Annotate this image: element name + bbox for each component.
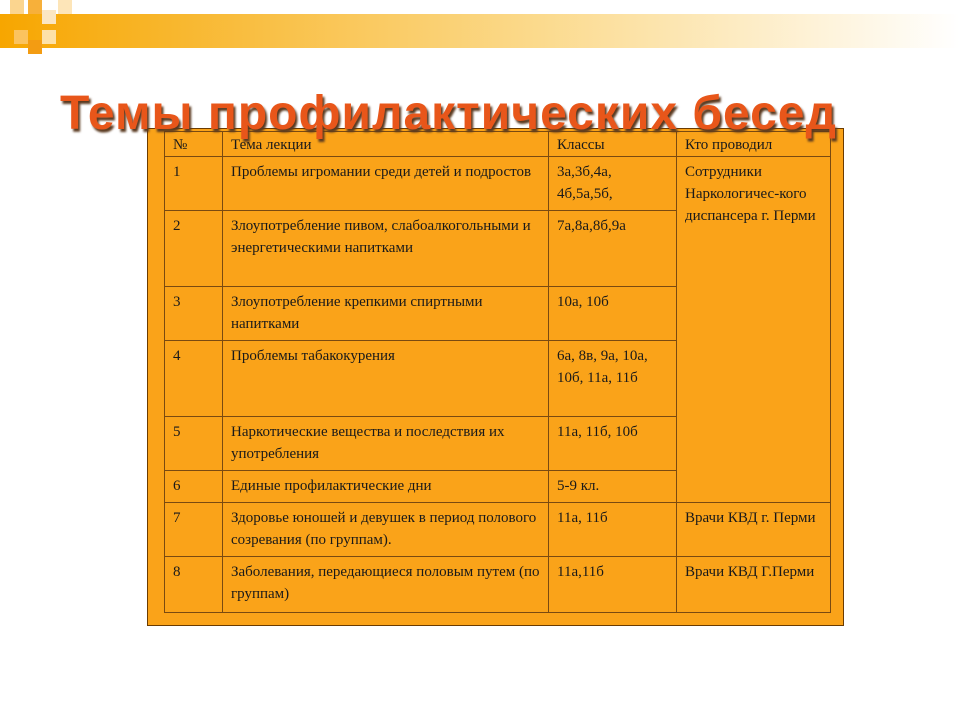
- row-classes: 11а,11б: [549, 557, 677, 613]
- decor-square: [58, 0, 72, 14]
- row-topic: Проблемы игромании среди детей и подростов: [223, 157, 549, 211]
- table-panel: [147, 128, 844, 626]
- row-classes: 11а, 11б: [549, 503, 677, 557]
- row-classes: 6а, 8в, 9а, 10а, 10б, 11а, 11б: [549, 341, 677, 417]
- row-number: 8: [165, 557, 223, 613]
- row-number: 6: [165, 471, 223, 503]
- header-classes: Классы: [549, 132, 677, 157]
- row-topic: Наркотические вещества и последствия их употребления: [223, 417, 549, 471]
- row-number: 4: [165, 341, 223, 417]
- row-number: 2: [165, 211, 223, 287]
- row-classes: 10а, 10б: [549, 287, 677, 341]
- row-number: 7: [165, 503, 223, 557]
- row-topic: Злоупотребление крепкими спиртными напитками: [223, 287, 549, 341]
- table-row: [165, 157, 831, 211]
- row-who: Врачи КВД Г.Перми: [677, 557, 831, 613]
- row-topic: Здоровье юношей и девушек в период полового созревания (по группам).: [223, 503, 549, 557]
- header-number: №: [165, 132, 223, 157]
- row-topic: Злоупотребление пивом, слабоалкогольными и энергетическими напитками: [223, 211, 549, 287]
- row-topic: Заболевания, передающиеся половым путем (по группам): [223, 557, 549, 613]
- row-topic: Проблемы табакокурения: [223, 341, 549, 417]
- decor-square: [28, 0, 42, 14]
- row-topic: Единые профилактические дни: [223, 471, 549, 503]
- header-who: Кто проводил: [677, 132, 831, 157]
- decor-square: [42, 30, 56, 44]
- slide-title: Темы профилактических бесед: [60, 87, 837, 140]
- header-band: [0, 14, 960, 48]
- row-who: Врачи КВД г. Перми: [677, 503, 831, 557]
- decor-square: [28, 40, 42, 54]
- table-row: [165, 557, 831, 613]
- decor-square: [42, 10, 56, 24]
- table-row: [165, 503, 831, 557]
- decor-square: [14, 30, 28, 44]
- row-classes: 5-9 кл.: [549, 471, 677, 503]
- row-number: 3: [165, 287, 223, 341]
- topics-table: [164, 131, 831, 613]
- row-classes: 11а, 11б, 10б: [549, 417, 677, 471]
- row-who-merged: Сотрудники Наркологичес-кого диспансера г. Перми: [677, 157, 831, 503]
- header-topic: Тема лекции: [223, 132, 549, 157]
- decor-square: [10, 0, 24, 14]
- row-number: 1: [165, 157, 223, 211]
- row-classes: 3а,3б,4а, 4б,5а,5б,: [549, 157, 677, 211]
- row-number: 5: [165, 417, 223, 471]
- row-classes: 7а,8а,8б,9а: [549, 211, 677, 287]
